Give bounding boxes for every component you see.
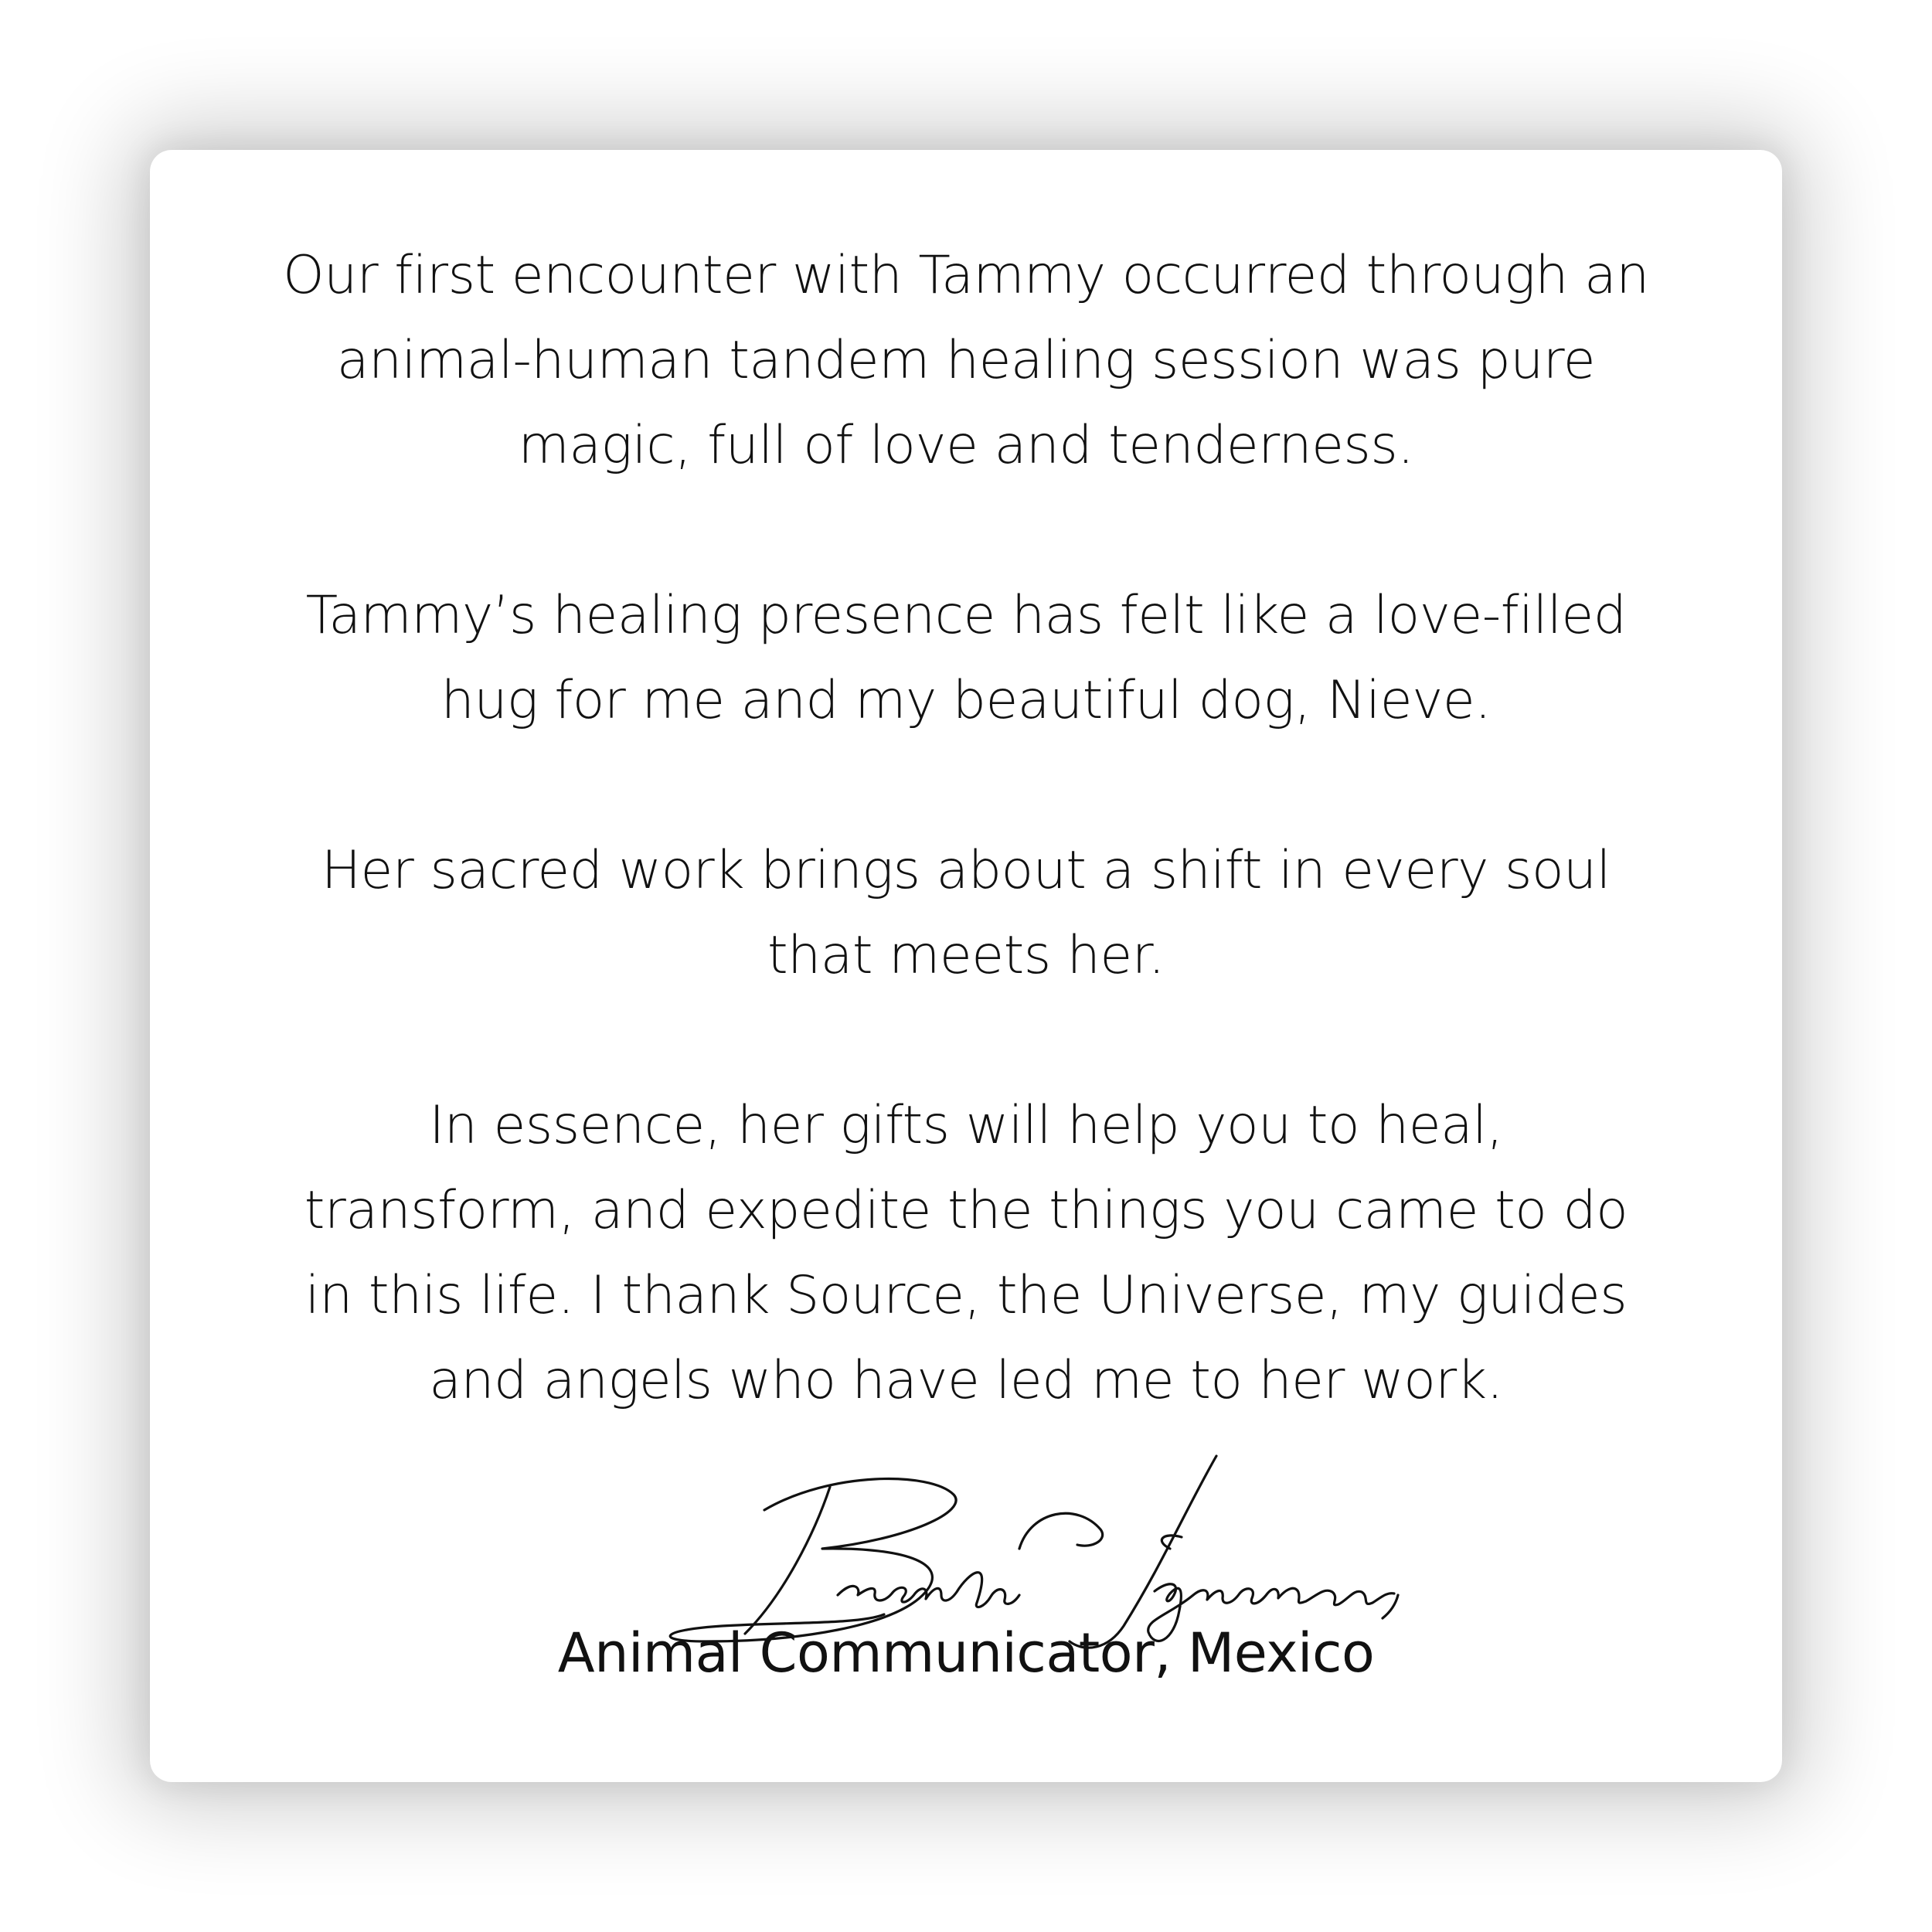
paragraph-line: in this life. I thank Source, the Universe, my guides (304, 1265, 1628, 1326)
paragraph-line: and angels who have led me to her work. (429, 1350, 1503, 1411)
paragraph-line: magic, full of love and tenderness. (518, 415, 1414, 476)
paragraph-2 (150, 573, 1782, 743)
paragraph-3 (150, 828, 1782, 998)
paragraph-line: animal-human tandem healing session was pure (336, 330, 1596, 391)
paragraph-line: In essence, her gifts will help you to heal, (429, 1095, 1503, 1156)
paragraph-line: hug for me and my beautiful dog, Nieve. (440, 670, 1492, 731)
testimonial-body (150, 233, 1782, 1509)
paragraph-line: Tammy’s healing presence has felt like a love-filled (305, 585, 1627, 646)
paragraph-line: that meets her. (767, 925, 1165, 986)
paragraph-4 (150, 1083, 1782, 1423)
paragraph-1 (150, 233, 1782, 488)
signer-title: Animal Communicator, Mexico (557, 1621, 1375, 1685)
paragraph-line: Her sacred work brings about a shift in every soul (321, 840, 1611, 901)
paragraph-line: Our first encounter with Tammy occurred through an (283, 245, 1649, 306)
paragraph-line: transform, and expedite the things you came to do (304, 1180, 1628, 1241)
testimonial-card (150, 150, 1782, 1782)
